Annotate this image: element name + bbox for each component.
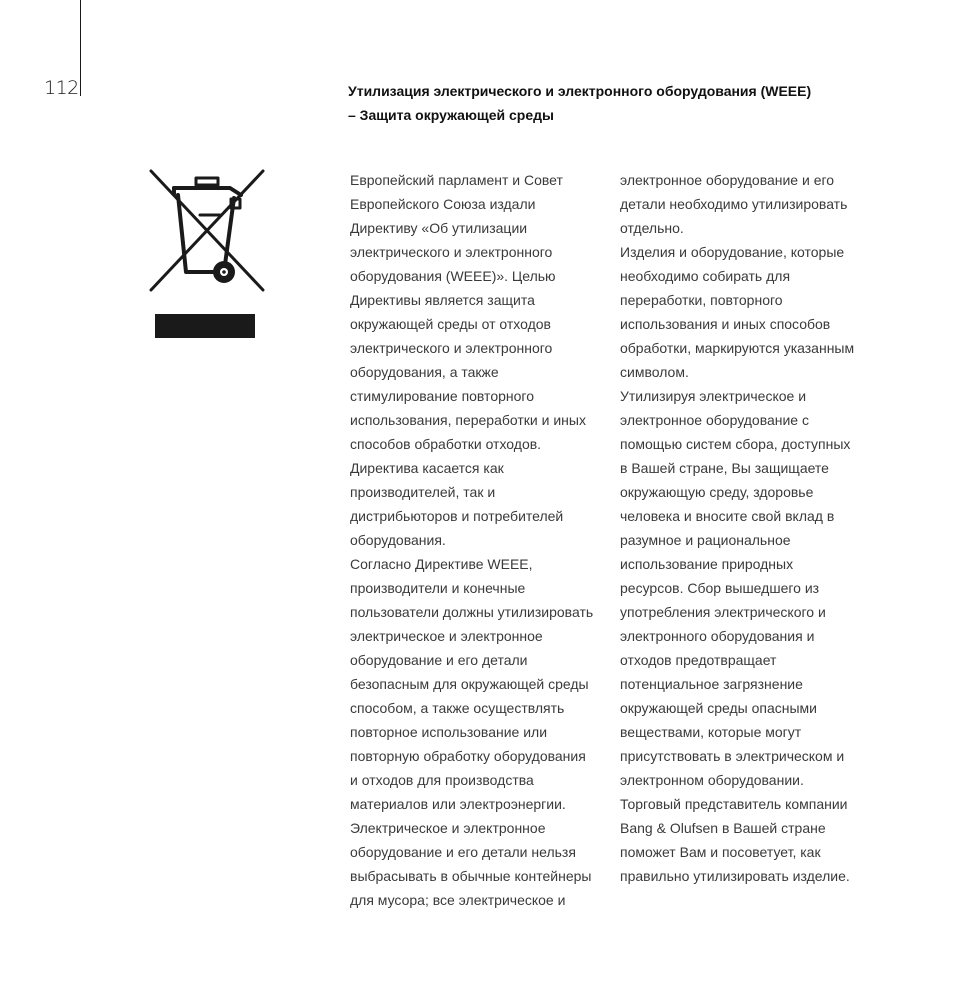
text-line: разумное и рациональное [620, 532, 791, 548]
text-line: материалов или электроэнергии. [350, 796, 566, 812]
text-line: обработки, маркируются указанным [620, 340, 855, 356]
text-line: выбрасывать в обычные контейнеры [350, 868, 592, 884]
text-line: оборудования. [350, 532, 446, 548]
text-line: Bang & Olufsen в Вашей стране [620, 820, 826, 836]
text-line: производителей, так и [350, 484, 496, 500]
page-number: 112 [44, 77, 79, 99]
text-line: окружающей среды от отходов [350, 316, 551, 332]
text-line: Директиву «Об утилизации [350, 220, 528, 236]
body-column-left [350, 168, 612, 912]
text-line: стимулирование повторного [350, 388, 534, 404]
text-line: Электрическое и электронное [350, 820, 546, 836]
text-line: производители и конечные [350, 580, 526, 596]
text-line: электронное оборудование и его [620, 172, 835, 188]
text-line: веществами, которые могут [620, 724, 802, 740]
text-line: окружающую среду, здоровье [620, 484, 814, 500]
body-column-right [620, 168, 920, 888]
page-title-line: Утилизация электрического и электронного оборудования (WEEE) [348, 83, 812, 99]
text-line: использования и иных способов [620, 316, 831, 332]
text-line: человека и вносите свой вклад в [620, 508, 835, 524]
text-line: электронного оборудования и [620, 628, 815, 644]
text-line: в Вашей стране, Вы защищаете [620, 460, 829, 476]
text-line: Изделия и оборудование, которые [620, 244, 845, 260]
text-line: правильно утилизировать изделие. [620, 868, 850, 884]
text-line: символом. [620, 364, 689, 380]
text-line: оборудования (WEEE)». Целью [350, 268, 556, 284]
text-line: электрического и электронного [350, 340, 553, 356]
page-title [348, 79, 908, 127]
text-line: использование природных [620, 556, 794, 572]
text-line: присутствовать в электрическом и [620, 748, 845, 764]
text-line: электронном оборудовании. [620, 772, 804, 788]
text-line: для мусора; все электрическое и [350, 892, 566, 908]
text-line: оборудование и его детали нельзя [350, 844, 576, 860]
text-line: отдельно. [620, 220, 684, 236]
text-line: Утилизируя электрическое и [620, 388, 807, 404]
text-line: помощью систем сбора, доступных [620, 436, 851, 452]
text-line: электронное оборудование с [620, 412, 809, 428]
text-line: безопасным для окружающей среды [350, 676, 589, 692]
text-line: поможет Вам и посоветует, как [620, 844, 821, 860]
text-line: электрическое и электронное [350, 628, 543, 644]
text-line: и отходов для производства [350, 772, 534, 788]
margin-rule [80, 0, 81, 96]
text-line: оборудование и его детали [350, 652, 528, 668]
text-line: необходимо собирать для [620, 268, 791, 284]
text-line: отходов предотвращает [620, 652, 777, 668]
text-line: переработки, повторного [620, 292, 783, 308]
text-line: пользователи должны утилизировать [350, 604, 594, 620]
text-line: Европейского Союза издали [350, 196, 536, 212]
text-line: использования, переработки и иных [350, 412, 586, 428]
text-line: ресурсов. Сбор вышедшего из [620, 580, 820, 596]
text-line: окружающей среды опасными [620, 700, 817, 716]
text-line: Директивы является защита [350, 292, 535, 308]
text-line: Торговый представитель компании [620, 796, 848, 812]
text-line: Согласно Директиве WEEE, [350, 556, 533, 572]
crossed-out-wheelie-bin-icon [146, 168, 268, 294]
text-line: детали необходимо утилизировать [620, 196, 848, 212]
text-line: употребления электрического и [620, 604, 826, 620]
text-line: Европейский парламент и Совет [350, 172, 563, 188]
text-line: дистрибьюторов и потребителей [350, 508, 564, 524]
page-title-line: – Защита окружающей среды [348, 107, 554, 123]
text-line: оборудования, а также [350, 364, 499, 380]
text-line: способом, а также осуществлять [350, 700, 565, 716]
text-line: повторную обработку оборудования [350, 748, 586, 764]
text-line: способов обработки отходов. [350, 436, 542, 452]
symbol-underline-bar [155, 314, 255, 338]
text-line: Директива касается как [350, 460, 504, 476]
text-line: потенциальное загрязнение [620, 676, 803, 692]
text-line: повторное использование или [350, 724, 548, 740]
text-line: электрического и электронного [350, 244, 553, 260]
